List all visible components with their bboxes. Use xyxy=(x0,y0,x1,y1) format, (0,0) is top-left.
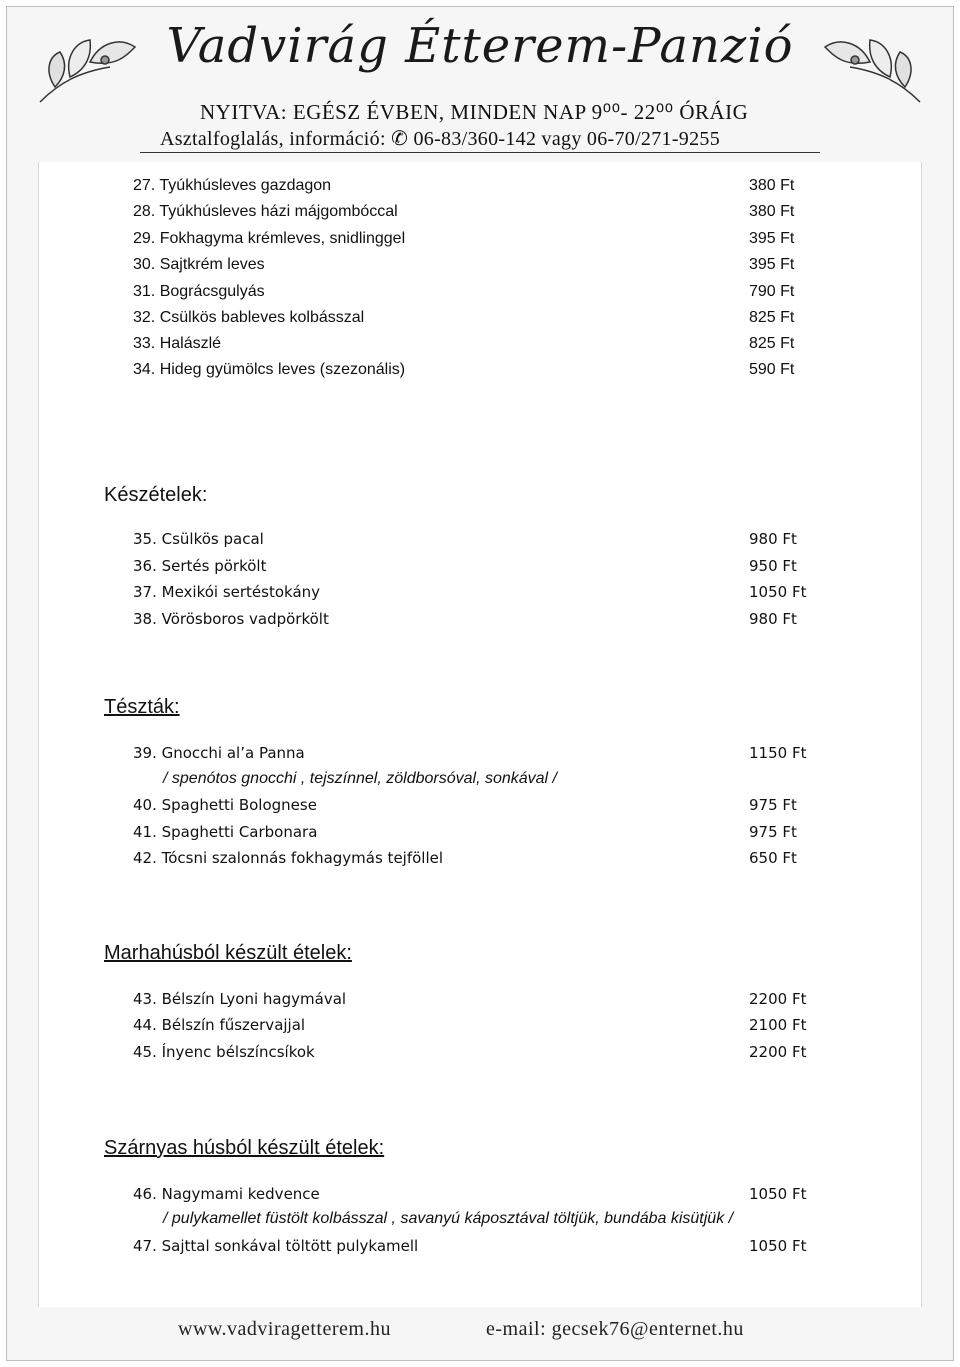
menu-item-name: 35. Csülkös pacal xyxy=(133,530,264,548)
menu-item-name: 38. Vörösboros vadpörkölt xyxy=(133,610,329,628)
menu-item-price: 1150 Ft xyxy=(749,744,807,762)
menu-item-name: 37. Mexikói sertéstokány xyxy=(133,583,321,601)
menu-item-name: 36. Sertés pörkölt xyxy=(133,557,267,575)
menu-item-price: 2200 Ft xyxy=(749,990,807,1008)
section-title: Tészták: xyxy=(104,696,180,718)
menu-item-price: 980 Ft xyxy=(749,530,797,548)
menu-item-price: 1050 Ft xyxy=(749,1185,807,1203)
section-title: Szárnyas húsból készült ételek: xyxy=(104,1137,385,1159)
menu-item-price: 1050 Ft xyxy=(749,1237,807,1255)
menu-item-name: 42. Tócsni szalonnás fokhagymás tejföllel xyxy=(133,849,444,867)
website-link[interactable]: www.vadviragetterem.hu xyxy=(178,1318,391,1340)
menu-item-price: 790 Ft xyxy=(749,283,795,300)
booking-info: Asztalfoglalás, információ: ✆ 06-83/360-142 vagy 06-70/271-9255 xyxy=(160,128,720,150)
section-title: Készételek: xyxy=(104,484,208,506)
menu-item-name: 44. Bélszín fűszervajjal xyxy=(133,1016,306,1034)
menu-item-price: 825 Ft xyxy=(749,335,795,352)
menu-item-name: 41. Spaghetti Carbonara xyxy=(133,823,318,841)
menu-item-name: 46. Nagymami kedvence xyxy=(133,1185,320,1203)
menu-item-name: 32. Csülkös bableves kolbásszal xyxy=(133,309,365,326)
menu-item-price: 975 Ft xyxy=(749,823,797,841)
menu-item-name: 27. Tyúkhúsleves gazdagon xyxy=(133,177,332,194)
menu-item-price: 825 Ft xyxy=(749,309,795,326)
menu-item-price: 650 Ft xyxy=(749,849,797,867)
menu-item-price: 380 Ft xyxy=(749,203,795,220)
menu-item-price: 2100 Ft xyxy=(749,1016,807,1034)
header xyxy=(0,0,960,162)
menu-item-price: 2200 Ft xyxy=(749,1043,807,1061)
menu-item-price: 950 Ft xyxy=(749,557,797,575)
menu-item-name: 33. Halászlé xyxy=(133,335,222,352)
menu-item-note: / pulykamellet füstölt kolbásszal , savanyú káposztával töltjük, bundába kisütjük / xyxy=(163,1210,734,1227)
menu-item-name: 29. Fokhagyma krémleves, snidlinggel xyxy=(133,230,406,247)
header-divider xyxy=(140,152,820,153)
menu-item-name: 45. Ínyenc bélszíncsíkok xyxy=(133,1043,315,1061)
menu-item-price: 980 Ft xyxy=(749,610,797,628)
menu-item-price: 395 Ft xyxy=(749,230,795,247)
restaurant-name: Vadvirág Étterem-Panzió xyxy=(166,18,794,74)
menu-item-name: 28. Tyúkhúsleves házi májgombóccal xyxy=(133,203,398,220)
menu-item-name: 47. Sajttal sonkával töltött pulykamell xyxy=(133,1237,419,1255)
menu-item-name: 43. Bélszín Lyoni hagymával xyxy=(133,990,347,1008)
menu-item-name: 31. Bográcsgulyás xyxy=(133,283,265,300)
menu-sheet xyxy=(38,162,922,1307)
menu-item-name: 34. Hideg gyümölcs leves (szezonális) xyxy=(133,361,406,378)
menu-item-price: 395 Ft xyxy=(749,256,795,273)
menu-item-note: / spenótos gnocchi , tejszínnel, zöldborsóval, sonkával / xyxy=(163,770,557,787)
section-title: Marhahúsból készült ételek: xyxy=(104,942,352,964)
opening-hours: NYITVA: EGÉSZ ÉVBEN, MINDEN NAP 9⁰⁰- 22⁰⁰ ÓRÁIG xyxy=(200,100,749,124)
menu-item-price: 590 Ft xyxy=(749,361,795,378)
menu-item-name: 39. Gnocchi al’a Panna xyxy=(133,744,305,762)
menu-item-price: 975 Ft xyxy=(749,796,797,814)
email-link[interactable]: e-mail: gecsek76@enternet.hu xyxy=(486,1318,744,1340)
menu-item-price: 380 Ft xyxy=(749,177,795,194)
menu-item-price: 1050 Ft xyxy=(749,583,807,601)
menu-item-name: 40. Spaghetti Bolognese xyxy=(133,796,317,814)
menu-item-name: 30. Sajtkrém leves xyxy=(133,256,265,273)
